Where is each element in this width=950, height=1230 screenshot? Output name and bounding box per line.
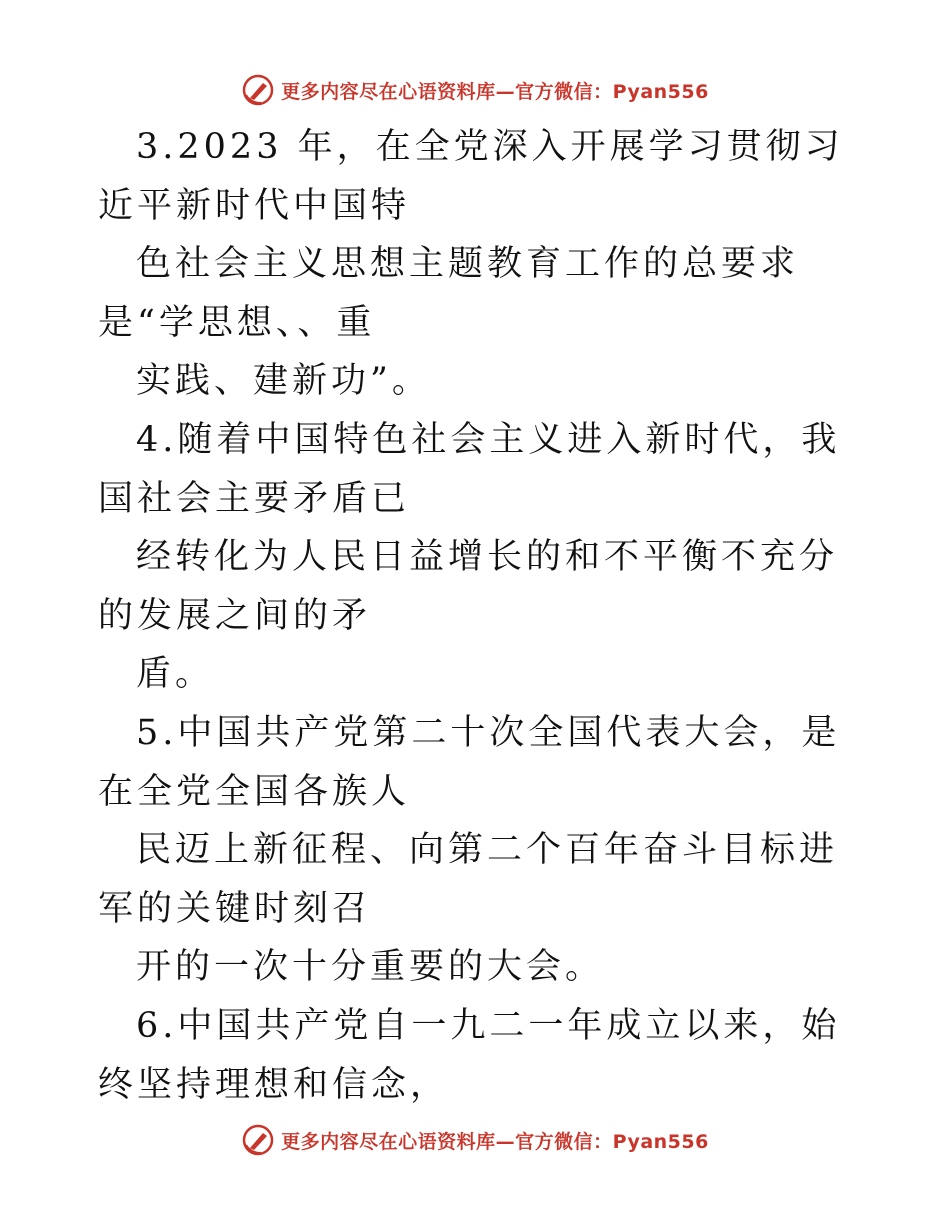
header-brand-text: 更多内容尽在心语资料库 [281, 80, 496, 103]
footer-brand-text: 更多内容尽在心语资料库 [281, 1130, 496, 1153]
paragraph-line: 盾。 [136, 654, 215, 695]
quill-logo-icon [241, 1123, 275, 1157]
paragraph-line: 3.2023 年，在全党深入开展学习贯彻习近平新时代中国特 [98, 127, 844, 226]
paragraph-line: 6.中国共产党自一九二一年成立以来，始终坚持理想和信念， [98, 1005, 841, 1105]
paragraph-line: 开的一次十分重要的大会。 [136, 947, 605, 988]
footer-banner-text [281, 1127, 709, 1154]
paragraph-line: 经转化为人民日益增长的和不平衡不充分的发展之间的矛 [98, 537, 839, 636]
paragraph-line: 民迈上新征程、向第二个百年奋斗目标进军的关键时刻召 [98, 830, 839, 929]
header-separator: — [495, 80, 516, 103]
paragraph-line: 色社会主义思想主题教育工作的总要求是“学思想、、重 [98, 244, 800, 343]
footer-contact-text: 官方微信：Pyan556 [515, 1130, 709, 1153]
footer-watermark-banner [0, 1120, 950, 1160]
header-banner-text [281, 77, 709, 104]
paragraph-line: 5.中国共产党第二十次全国代表大会，是在全党全国各族人 [98, 712, 841, 812]
quill-logo-icon [241, 73, 275, 107]
paragraph-line: 实践、建新功”。 [136, 361, 431, 402]
header-contact-text: 官方微信：Pyan556 [515, 80, 709, 103]
footer-separator: — [495, 1130, 516, 1153]
paragraph-line: 4.随着中国特色社会主义进入新时代，我国社会主要矛盾已 [98, 419, 841, 519]
document-body [98, 118, 858, 1114]
header-watermark-banner [0, 70, 950, 110]
